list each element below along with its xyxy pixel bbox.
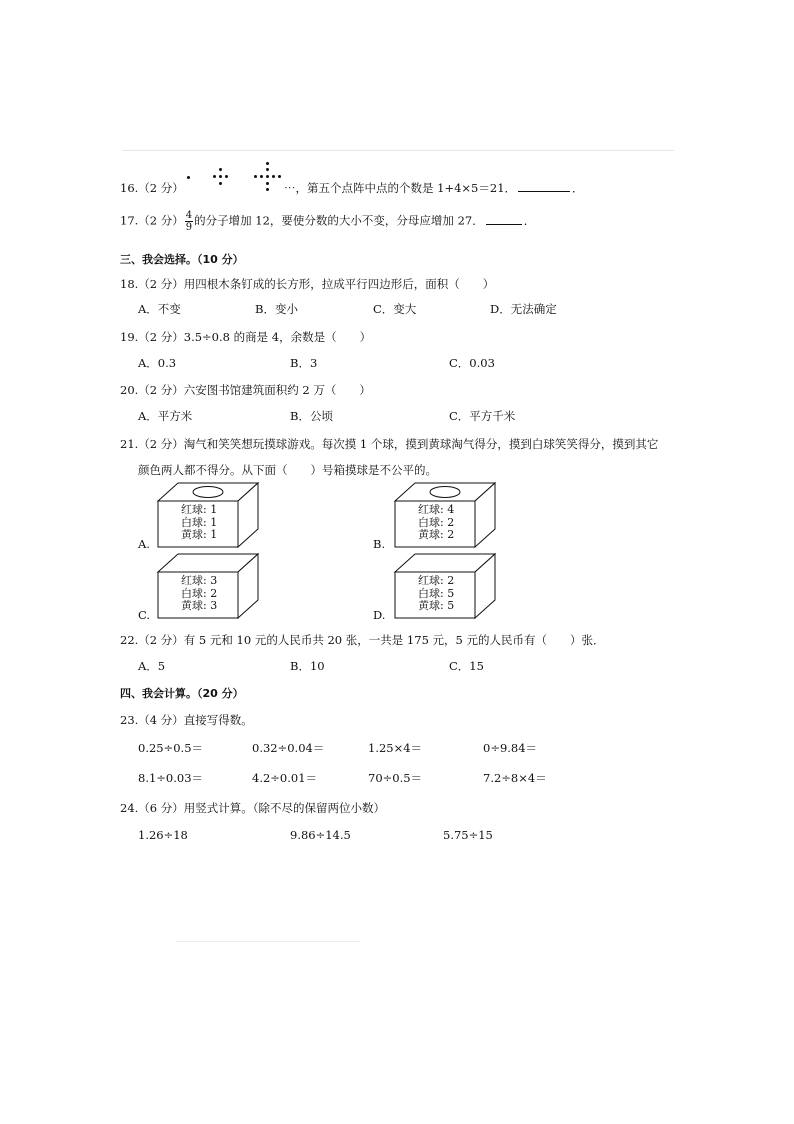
q20-option-c[interactable]: C．平方千米 [449,409,516,423]
q22-option-b[interactable]: B．10 [290,659,325,673]
question-19-stem: 19.（2 分）3.5÷0.8 的商是 4，余数是（ ） [120,330,372,344]
q16-text: ⋯，第五个点阵中点的个数是 1+4×5＝21． ． [284,181,584,195]
q19-option-c[interactable]: C．0.03 [449,356,495,370]
question-22-stem: 22.（2 分）有 5 元和 10 元的人民币共 20 张，一共是 175 元，5 元的人民币有（ ）张． [120,633,605,647]
calc-item: 8.1÷0.03＝ [138,771,204,785]
q21-box-d-contents: 红球: 2 白球: 5 黄球: 5 [418,574,455,612]
q21-box-c-contents: 红球: 3 白球: 2 黄球: 3 [181,574,218,612]
q19-option-a[interactable]: A．0.3 [138,356,177,370]
top-divider [122,150,674,151]
question-24-stem: 24.（6 分）用竖式计算。（除不尽的保留两位小数） [120,801,386,815]
question-21-stem-line1: 21.（2 分）淘气和笑笑想玩摸球游戏。每次摸 1 个球，摸到黄球淘气得分，摸到白球笑笑得分，摸到其它 [120,437,659,451]
section-heading-4: 四、我会计算。（20 分） [120,687,244,700]
calc-item: 9.86÷14.5 [290,828,351,842]
q18-option-c[interactable]: C．变大 [373,302,417,316]
calc-item: 0÷9.84＝ [483,741,538,755]
q20-option-b[interactable]: B．公顷 [290,409,333,423]
calc-item: 1.25×4＝ [368,741,423,755]
q19-option-b[interactable]: B．3 [290,356,318,370]
q21-box-a-contents: 红球: 1 白球: 1 黄球: 1 [181,503,218,541]
question-18-stem: 18.（2 分）用四根木条钉成的长方形，拉成平行四边形后，面积（ ） [120,277,495,291]
answer-blank[interactable] [518,190,570,192]
q21-box-d-label[interactable]: D. [373,608,386,622]
dot-pattern-figure [184,162,284,192]
bottom-divider [176,941,360,942]
q20-option-a[interactable]: A．平方米 [138,409,193,423]
q21-box-b-label[interactable]: B. [373,537,386,551]
q22-option-c[interactable]: C．15 [449,659,484,673]
calc-item: 5.75÷15 [443,828,493,842]
q21-box-b-contents: 红球: 4 白球: 2 黄球: 2 [418,503,455,541]
q22-option-a[interactable]: A．5 [138,659,166,673]
calc-item: 7.2÷8×4＝ [483,771,547,785]
q18-option-a[interactable]: A．不变 [138,302,181,316]
question-21-stem-line2: 颜色两人都不得分。从下面（ ）号箱摸球是不公平的。 [138,463,437,477]
calc-item: 70÷0.5＝ [368,771,423,785]
calc-item: 0.32÷0.04＝ [252,741,325,755]
fraction: $\frac{4}{9}$ [185,210,193,233]
q21-box-a-label[interactable]: A. [138,537,150,551]
q16-prefix: 16.（2 分） [120,181,184,195]
calc-item: 1.26÷18 [138,828,188,842]
calc-item: 0.25÷0.5＝ [138,741,204,755]
question-17: 17.（2 分） $\frac{4}{9}$ 的分子增加 12，要使分数的大小不变，分母应增加 27． ． [120,210,536,233]
q18-option-b[interactable]: B．变小 [255,302,298,316]
answer-blank[interactable] [486,223,522,225]
q18-option-d[interactable]: D．无法确定 [490,302,557,316]
question-16 [120,180,184,196]
question-20-stem: 20.（2 分）六安图书馆建筑面积约 2 万（ ） [120,383,371,397]
question-23-stem: 23.（4 分）直接写得数。 [120,713,253,727]
calc-item: 4.2÷0.01＝ [252,771,318,785]
section-heading-3: 三、我会选择。（10 分） [120,253,244,266]
q21-box-c-label[interactable]: C. [138,608,151,622]
